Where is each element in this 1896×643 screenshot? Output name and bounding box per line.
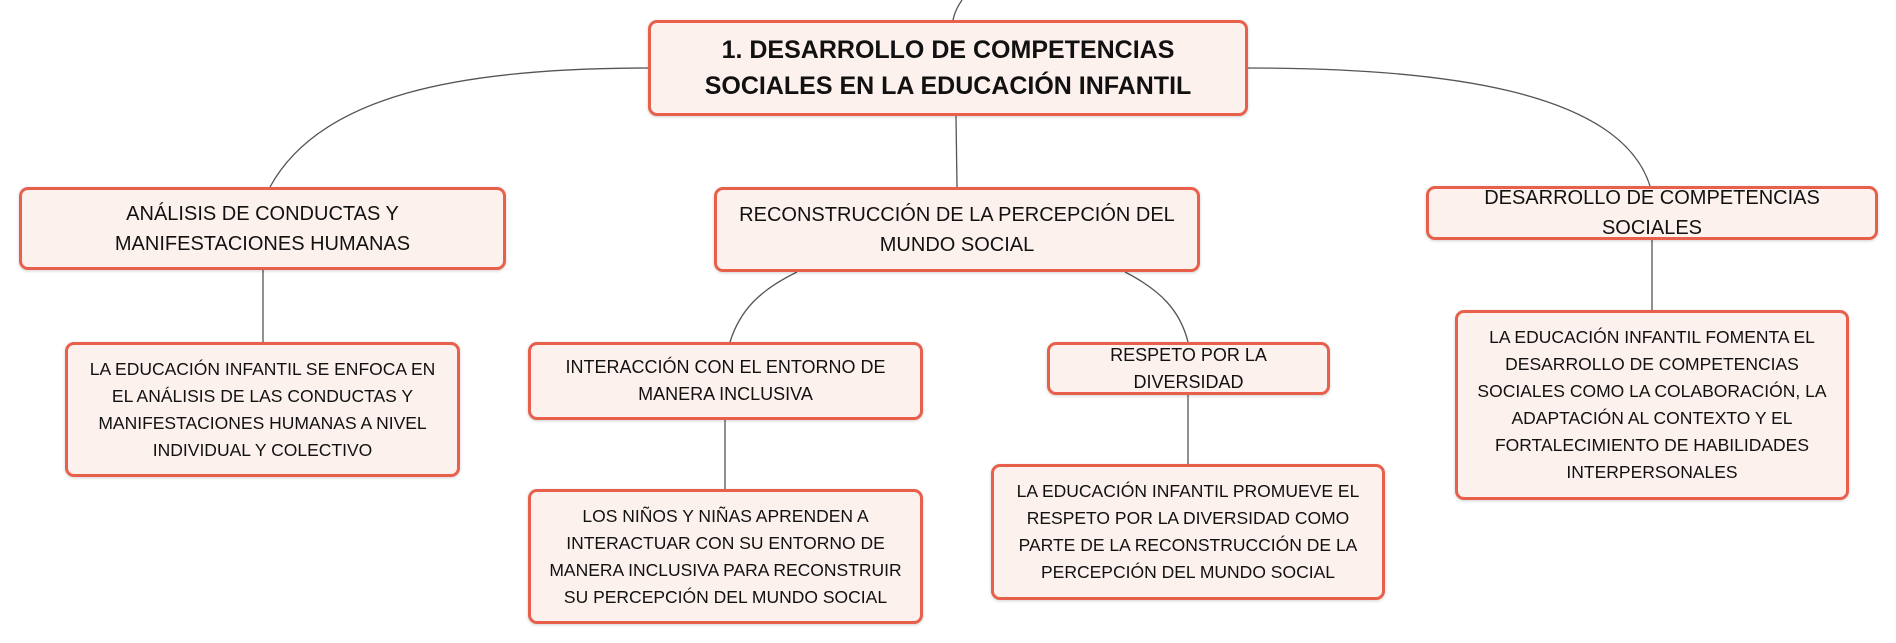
topic-desarrollo-competencias[interactable] <box>1426 186 1878 240</box>
detail-respeto-diversidad[interactable] <box>991 464 1385 600</box>
connector-root-to-reconstruccion <box>956 116 957 187</box>
detail-interaccion-entorno[interactable] <box>528 489 923 624</box>
detail-analisis-conductas[interactable] <box>65 342 460 477</box>
connector-reconstruccion-to-interaccion <box>730 272 797 342</box>
detail-respeto-diversidad-text: LA EDUCACIÓN INFANTIL PROMUEVE EL RESPETO POR LA DIVERSIDAD COMO PARTE DE LA RECONSTRUCCIÓN DE LA PERCEPCIÓN DEL MUNDO SOCIAL <box>1016 481 1360 582</box>
topic-analisis-conductas-label: ANÁLISIS DE CONDUCTAS Y MANIFESTACIONES HUMANAS <box>114 202 411 255</box>
detail-desarrollo-competencias-text: LA EDUCACIÓN INFANTIL FOMENTA EL DESARROLLO DE COMPETENCIAS SOCIALES COMO LA COLABORACIÓN, LA ADAPTACIÓN AL CONTEXTO Y EL FORTALECIMIENTO DE HABILIDADES INTERPERSONALES <box>1477 327 1827 482</box>
topic-interaccion-entorno-label: INTERACCIÓN CON EL ENTORNO DE MANERA INCLUSIVA <box>565 357 886 404</box>
detail-desarrollo-competencias[interactable] <box>1455 310 1849 500</box>
root-topic-label: 1. DESARROLLO DE COMPETENCIAS SOCIALES EN LA EDUCACIÓN INFANTIL <box>704 36 1192 100</box>
detail-interaccion-entorno-text: LOS NIÑOS Y NIÑAS APRENDEN A INTERACTUAR CON SU ENTORNO DE MANERA INCLUSIVA PARA RECONSTRUIR SU PERCEPCIÓN DEL MUNDO SOCIAL <box>549 505 902 607</box>
topic-desarrollo-competencias-label: DESARROLLO DE COMPETENCIAS SOCIALES <box>1484 187 1820 239</box>
topic-analisis-conductas[interactable] <box>19 187 506 270</box>
topic-respeto-diversidad[interactable] <box>1047 342 1330 395</box>
connector-root-to-desarrollo <box>1248 68 1650 186</box>
root-topic[interactable] <box>648 20 1248 116</box>
connector-root-parent <box>953 0 962 20</box>
topic-respeto-diversidad-label: RESPETO POR LA DIVERSIDAD <box>1110 344 1267 392</box>
topic-interaccion-entorno[interactable] <box>528 342 923 420</box>
topic-reconstruccion-percepcion[interactable] <box>714 187 1200 272</box>
topic-reconstruccion-percepcion-label: RECONSTRUCCIÓN DE LA PERCEPCIÓN DEL MUNDO SOCIAL <box>739 203 1175 256</box>
connector-root-to-analisis <box>270 68 648 187</box>
detail-analisis-conductas-text: LA EDUCACIÓN INFANTIL SE ENFOCA EN EL ANÁLISIS DE LAS CONDUCTAS Y MANIFESTACIONES HUMANAS A NIVEL INDIVIDUAL Y COLECTIVO <box>89 358 436 460</box>
connector-reconstruccion-to-respeto <box>1125 272 1188 342</box>
